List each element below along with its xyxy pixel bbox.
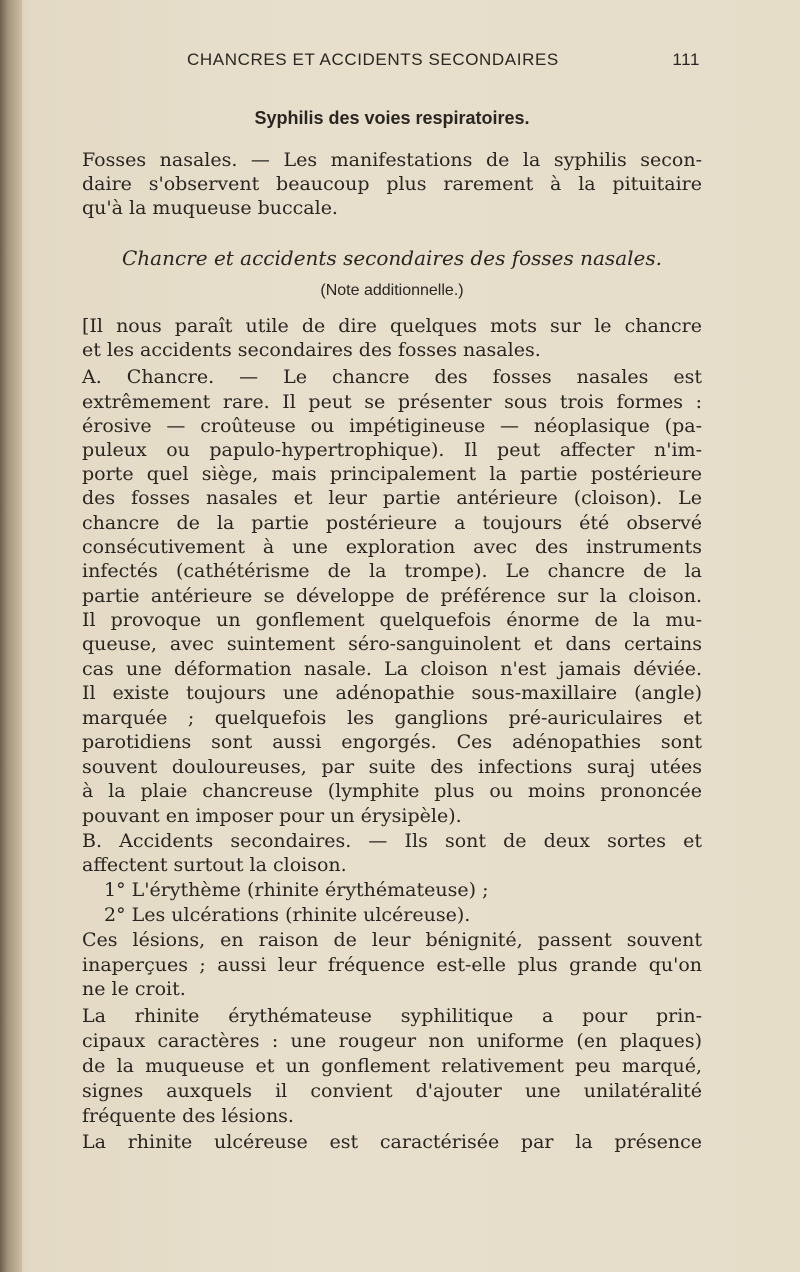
running-header bbox=[82, 50, 702, 76]
text-line: affectent surtout la cloison. bbox=[82, 854, 347, 876]
text-line: ne le croit. bbox=[82, 978, 186, 1000]
text-line: signes auxquels il convient d'ajouter une unilatéralité bbox=[82, 1080, 702, 1102]
subtitle: Chancre et accidents secondaires des fosses nasales. bbox=[122, 246, 662, 270]
text-line: 2° Les ulcérations (rhinite ulcéreuse). bbox=[104, 904, 471, 926]
text-line: partie antérieure se développe de préférence sur la cloison. bbox=[82, 585, 702, 607]
text-line: daire s'observent beaucoup plus rarement à la pituitaire bbox=[82, 173, 702, 195]
text-line: 1° L'érythème (rhinite érythémateuse) ; bbox=[104, 879, 489, 901]
text-line: parotidiens sont aussi engorgés. Ces adénopathies sont bbox=[82, 731, 702, 753]
text-line: infectés (cathétérisme de la trompe). Le chancre de la bbox=[82, 560, 702, 582]
text-line: qu'à la muqueuse buccale. bbox=[82, 197, 338, 219]
text-line: consécutivement à une exploration avec des instruments bbox=[82, 536, 702, 558]
note: (Note additionnelle.) bbox=[320, 282, 464, 299]
page-number: 111 bbox=[672, 50, 700, 69]
text-line: et les accidents secondaires des fosses nasales. bbox=[82, 339, 541, 361]
text-line: inaperçues ; aussi leur fréquence est-elle plus grande qu'on bbox=[82, 954, 702, 976]
text-line: extrêmement rare. Il peut se présenter sous trois formes : bbox=[82, 391, 702, 413]
text-line: cas une déformation nasale. La cloison n'est jamais déviée. bbox=[82, 658, 702, 680]
text-line: puleux ou papulo-hypertrophique). Il peut affecter n'im- bbox=[82, 439, 702, 461]
text-line: La rhinite érythémateuse syphilitique a pour prin- bbox=[82, 1005, 702, 1027]
text-line: pouvant en imposer pour un érysipèle). bbox=[82, 805, 462, 827]
text-line: marquée ; quelquefois les ganglions pré-auriculaires et bbox=[82, 707, 702, 729]
text-line: Ces lésions, en raison de leur bénignité, passent souvent bbox=[82, 929, 702, 951]
text-line: Fosses nasales. — Les manifestations de la syphilis secon- bbox=[82, 149, 702, 171]
book-spine-shadow bbox=[0, 0, 22, 1272]
running-title: CHANCRES ET ACCIDENTS SECONDAIRES bbox=[187, 50, 559, 69]
text-line: Il existe toujours une adénopathie sous-maxillaire (angle) bbox=[82, 682, 702, 704]
text-line: à la plaie chancreuse (lymphite plus ou moins prononcée bbox=[82, 780, 702, 802]
text-line: queuse, avec suintement séro-sanguinolent et dans certains bbox=[82, 633, 702, 655]
text-line: des fosses nasales et leur partie antérieure (cloison). Le bbox=[82, 487, 702, 509]
text-line: porte quel siège, mais principalement la partie postérieure bbox=[82, 463, 702, 485]
text-line: B. Accidents secondaires. — Ils sont de deux sortes et bbox=[82, 830, 702, 852]
text-line: [Il nous paraît utile de dire quelques mots sur le chancre bbox=[82, 315, 702, 337]
text-line: érosive — croûteuse ou impétigineuse — néoplasique (pa- bbox=[82, 415, 702, 437]
text-line: fréquente des lésions. bbox=[82, 1105, 294, 1127]
text-line: Il provoque un gonflement quelquefois énorme de la mu- bbox=[82, 609, 702, 631]
section-title: Syphilis des voies respiratoires. bbox=[254, 108, 530, 128]
text-line: A. Chancre. — Le chancre des fosses nasales est bbox=[82, 366, 702, 388]
text-line: chancre de la partie postérieure a toujours été observé bbox=[82, 512, 702, 534]
text-line: La rhinite ulcéreuse est caractérisée par la présence bbox=[82, 1131, 702, 1153]
text-line: de la muqueuse et un gonflement relativement peu marqué, bbox=[82, 1055, 702, 1077]
text-line: souvent douloureuses, par suite des infections suraj utées bbox=[82, 756, 702, 778]
text-line: cipaux caractères : une rougeur non uniforme (en plaques) bbox=[82, 1030, 702, 1052]
